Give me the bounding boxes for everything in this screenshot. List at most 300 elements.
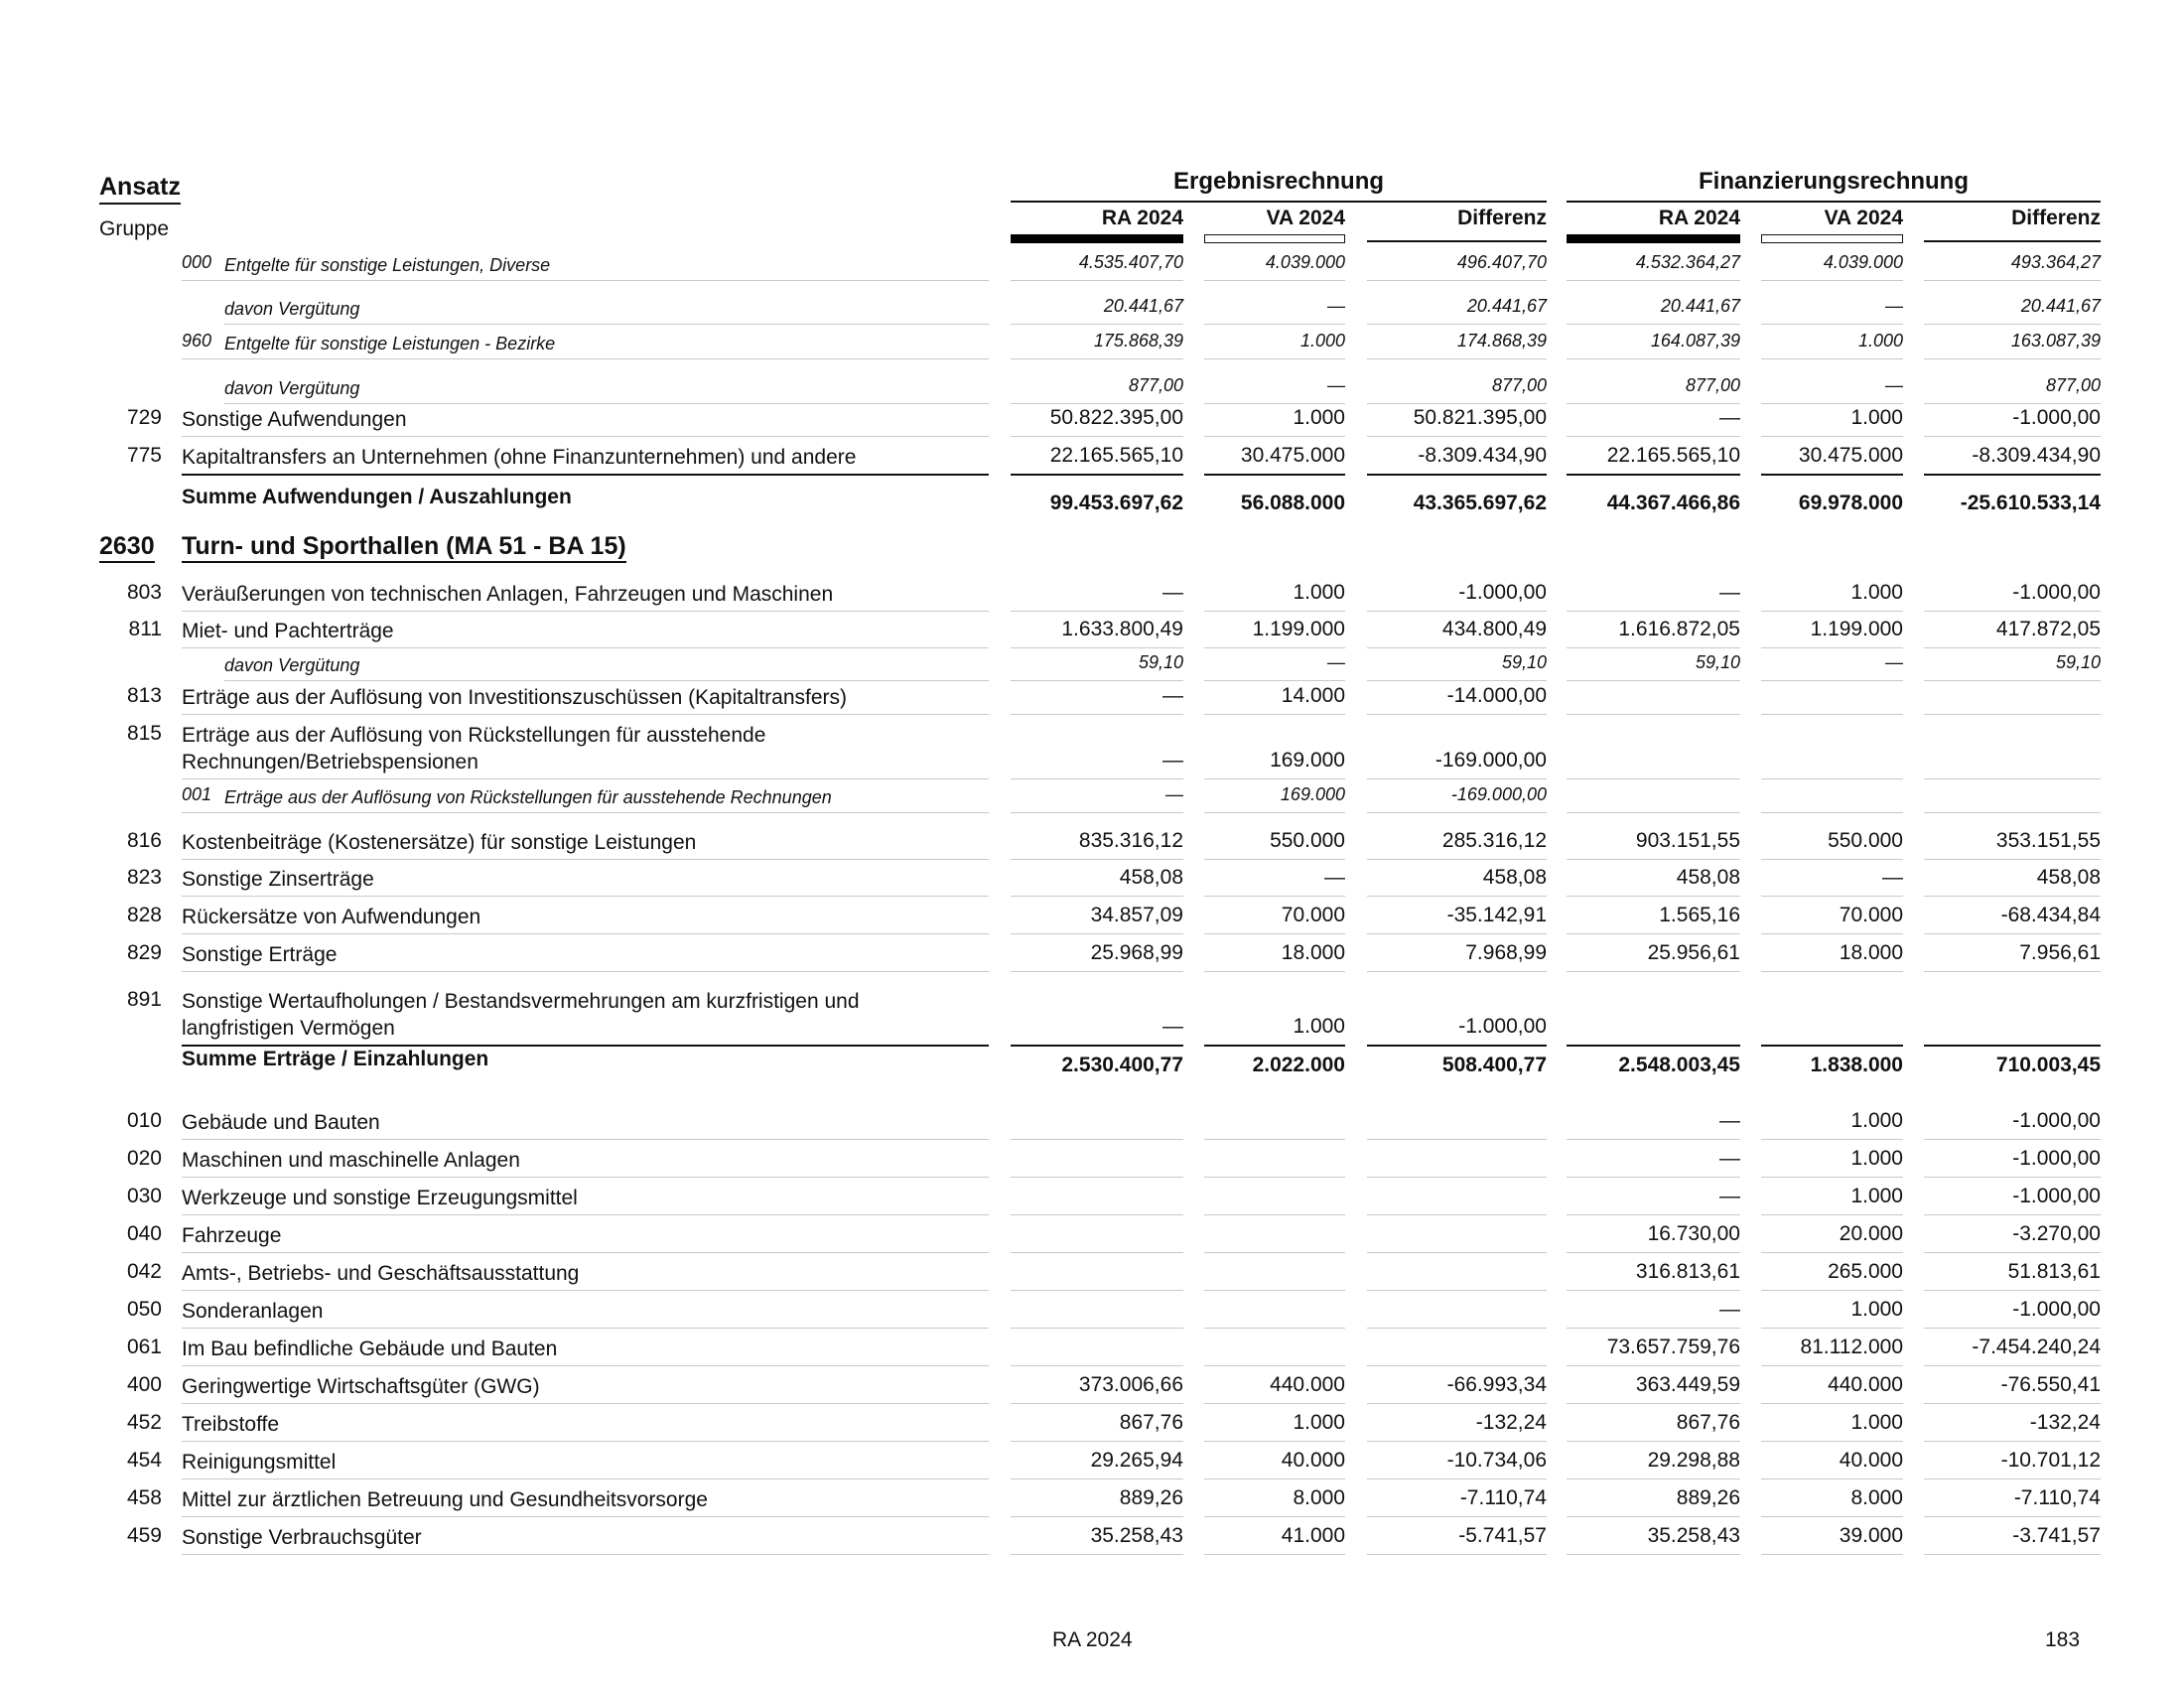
cell-rule <box>1011 436 1183 437</box>
cell-rule <box>1924 1441 2101 1442</box>
value-cell: 41.000 <box>1281 1524 1345 1547</box>
cell-rule <box>1924 1554 2101 1555</box>
value-cell: -76.550,41 <box>2000 1373 2101 1396</box>
value-cell: 1.000 <box>1850 581 1903 604</box>
cell-rule <box>1567 778 1740 779</box>
value-cell: 164.087,39 <box>1650 331 1740 351</box>
cell-rule <box>1011 714 1183 715</box>
cell-rule <box>1011 1214 1183 1215</box>
cell-rule <box>1567 1554 1740 1555</box>
value-cell: 51.813,61 <box>2007 1260 2101 1283</box>
value-cell: -8.309.434,90 <box>1418 444 1547 467</box>
cell-rule <box>1924 714 2101 715</box>
value-cell: — <box>1719 1185 1740 1207</box>
value-cell: — <box>1162 749 1183 772</box>
cell-rule <box>1924 1328 2101 1329</box>
cell-rule <box>1367 812 1547 813</box>
cell-rule <box>1204 1290 1345 1291</box>
cell-rule <box>1011 1441 1183 1442</box>
value-cell: -1.000,00 <box>2012 1109 2101 1132</box>
row-label-line: Erträge aus der Auflösung von Investitionszuschüssen (Kapitaltransfers) <box>182 686 848 709</box>
col-head-er-diff: Differenz <box>1457 207 1547 229</box>
value-cell: 2.548.003,45 <box>1618 1054 1740 1076</box>
row-label-line: langfristigen Vermögen <box>182 1017 395 1040</box>
row-label-line: Summe Aufwendungen / Auszahlungen <box>182 486 572 508</box>
label-rule <box>182 1328 989 1329</box>
row-label-line: Kostenbeiträge (Kostenersätze) für sonstige Leistungen <box>182 831 697 854</box>
value-cell: 8.000 <box>1293 1486 1345 1509</box>
row-label <box>182 988 993 1042</box>
value-cell: 835.316,12 <box>1078 829 1183 852</box>
cell-rule <box>1924 933 2101 934</box>
cell-rule <box>1567 714 1740 715</box>
value-cell: 20.441,67 <box>2020 296 2101 316</box>
cell-rule <box>1924 896 2101 897</box>
cell-rule <box>1567 1290 1740 1291</box>
cell-rule <box>1011 403 1183 404</box>
row-label <box>182 684 993 711</box>
label-rule <box>182 1516 989 1517</box>
row-label <box>182 581 993 608</box>
value-cell: 56.088.000 <box>1240 492 1345 514</box>
row-label <box>224 375 993 402</box>
va-bar-marker <box>1761 234 1903 243</box>
value-cell: -7.110,74 <box>2013 1486 2101 1509</box>
value-cell: -1.000,00 <box>2012 1298 2101 1321</box>
cell-rule <box>1367 1252 1547 1253</box>
cell-rule <box>1367 436 1547 437</box>
cell-rule <box>1567 971 1740 972</box>
value-cell: 903.151,55 <box>1635 829 1740 852</box>
cell-rule <box>1924 1177 2101 1178</box>
row-label-line: Treibstoffe <box>182 1413 280 1436</box>
row-label-line: Entgelte für sonstige Leistungen - Bezirke <box>224 334 556 353</box>
value-cell: 889,26 <box>1119 1486 1183 1509</box>
cell-rule <box>1367 933 1547 934</box>
value-cell: 4.535.407,70 <box>1078 252 1183 272</box>
cell-rule <box>1924 1139 2101 1140</box>
cell-rule <box>1011 933 1183 934</box>
col-head-fr-va: VA 2024 <box>1824 207 1903 229</box>
sum-label <box>182 484 993 510</box>
value-cell: 417.872,05 <box>1995 618 2101 640</box>
cell-rule <box>1761 1478 1903 1479</box>
value-cell: 1.616.872,05 <box>1618 618 1740 640</box>
cell-rule <box>1567 324 1740 325</box>
cell-rule <box>1567 474 1740 476</box>
value-cell: 40.000 <box>1281 1449 1345 1472</box>
value-cell: — <box>1885 375 1903 395</box>
row-code: 815 <box>126 722 162 745</box>
cell-rule <box>1367 611 1547 612</box>
value-cell: 73.657.759,76 <box>1606 1336 1740 1358</box>
row-code: 020 <box>126 1147 162 1170</box>
cell-rule <box>1567 647 1740 648</box>
ra-bar-marker <box>1011 234 1183 243</box>
label-rule <box>182 859 989 860</box>
value-cell: — <box>1719 1147 1740 1170</box>
cell-rule <box>1367 1365 1547 1366</box>
cell-rule <box>1761 1045 1903 1047</box>
value-cell: 8.000 <box>1850 1486 1903 1509</box>
section-title: Turn- und Sporthallen (MA 51 - BA 15) <box>182 531 626 563</box>
row-label <box>224 784 993 811</box>
cell-rule <box>1924 474 2101 476</box>
cell-rule <box>1567 1365 1740 1366</box>
cell-rule <box>1924 1214 2101 1215</box>
row-code: 000 <box>182 252 212 272</box>
row-code: 960 <box>182 331 212 351</box>
value-cell: 458,08 <box>1676 866 1740 889</box>
cell-rule <box>1367 714 1547 715</box>
cell-rule <box>1924 647 2101 648</box>
value-cell: 35.258,43 <box>1090 1524 1183 1547</box>
cell-rule <box>1924 1478 2101 1479</box>
row-label <box>182 1373 993 1400</box>
cell-rule <box>1204 280 1345 281</box>
value-cell: 44.367.466,86 <box>1606 492 1740 514</box>
value-cell: 22.165.565,10 <box>1049 444 1183 467</box>
cell-rule <box>1367 1478 1547 1479</box>
value-cell: 508.400,77 <box>1441 1054 1547 1076</box>
row-label <box>182 1524 993 1551</box>
value-cell: 458,08 <box>1119 866 1183 889</box>
row-code: 458 <box>126 1486 162 1509</box>
cell-rule <box>1367 1045 1547 1047</box>
value-cell: -8.309.434,90 <box>1972 444 2101 467</box>
cell-rule <box>1761 1554 1903 1555</box>
cell-rule <box>1204 1045 1345 1047</box>
cell-rule <box>1567 812 1740 813</box>
cell-rule <box>1761 647 1903 648</box>
cell-rule <box>1924 403 2101 404</box>
row-code: 823 <box>126 866 162 889</box>
row-code: 459 <box>126 1524 162 1547</box>
ra-bar-marker <box>1567 234 1740 243</box>
value-cell: 550.000 <box>1270 829 1345 852</box>
label-rule <box>182 474 989 476</box>
row-label-line: Im Bau befindliche Gebäude und Bauten <box>182 1337 558 1360</box>
value-cell: 175.868,39 <box>1093 331 1183 351</box>
cell-rule <box>1367 1403 1547 1404</box>
row-label-line: Reinigungsmittel <box>182 1451 337 1474</box>
value-cell: 29.265,94 <box>1090 1449 1183 1472</box>
row-label <box>224 652 993 679</box>
cell-rule <box>1567 1328 1740 1329</box>
value-cell: — <box>1324 866 1345 889</box>
value-cell: 1.000 <box>1293 1411 1345 1434</box>
label-rule <box>182 1139 989 1140</box>
label-rule <box>182 778 989 779</box>
row-code: 061 <box>126 1336 162 1358</box>
label-rule <box>224 324 989 325</box>
cell-rule <box>1567 1045 1740 1047</box>
row-label <box>182 618 993 644</box>
cell-rule <box>1204 1403 1345 1404</box>
value-cell: 39.000 <box>1839 1524 1903 1547</box>
value-cell: 550.000 <box>1828 829 1903 852</box>
cell-rule <box>1761 1365 1903 1366</box>
label-rule <box>182 1441 989 1442</box>
row-label <box>182 904 993 930</box>
cell-rule <box>1204 1214 1345 1215</box>
footer-label: RA 2024 <box>1052 1628 1133 1651</box>
cell-rule <box>1567 1177 1740 1178</box>
cell-rule <box>1924 324 2101 325</box>
row-label <box>182 1411 993 1438</box>
row-label-line: Summe Erträge / Einzahlungen <box>182 1048 489 1070</box>
cell-rule <box>1367 647 1547 648</box>
cell-rule <box>1567 1516 1740 1517</box>
value-cell: 99.453.697,62 <box>1049 492 1183 514</box>
value-cell: 30.475.000 <box>1798 444 1903 467</box>
va-bar-marker <box>1204 234 1345 243</box>
value-cell: 1.000 <box>1857 331 1903 351</box>
row-label-line: Amts-, Betriebs- und Geschäftsausstattung <box>182 1262 580 1285</box>
cell-rule <box>1011 1045 1183 1047</box>
value-cell: 30.475.000 <box>1240 444 1345 467</box>
cell-rule <box>1367 971 1547 972</box>
cell-rule <box>1011 680 1183 681</box>
value-cell: 458,08 <box>2036 866 2101 889</box>
section-code: 2630 <box>99 531 155 563</box>
cell-rule <box>1924 1403 2101 1404</box>
value-cell: 174.868,39 <box>1456 331 1547 351</box>
cell-rule <box>1761 1516 1903 1517</box>
value-cell: 59,10 <box>1501 652 1547 672</box>
row-label-line: Erträge aus der Auflösung von Rückstellungen für ausstehende <box>182 724 766 747</box>
value-cell: 1.000 <box>1293 581 1345 604</box>
cell-rule <box>1761 896 1903 897</box>
value-cell: 50.821.395,00 <box>1413 406 1547 429</box>
cell-rule <box>1761 1214 1903 1215</box>
value-cell: 877,00 <box>1685 375 1740 395</box>
col-head-fr-ra: RA 2024 <box>1658 207 1740 229</box>
value-cell: — <box>1327 652 1345 672</box>
cell-rule <box>1204 1177 1345 1178</box>
value-cell: -35.142,91 <box>1446 904 1547 926</box>
col-head-er-va: VA 2024 <box>1266 207 1345 229</box>
row-label <box>224 296 993 323</box>
row-label-line: Kapitaltransfers an Unternehmen (ohne Finanzunternehmen) und andere <box>182 446 857 469</box>
label-rule <box>224 680 989 681</box>
value-cell: -132,24 <box>1475 1411 1547 1434</box>
row-label <box>182 1147 993 1174</box>
cell-rule <box>1204 1139 1345 1140</box>
row-code: 030 <box>126 1185 162 1207</box>
cell-rule <box>1204 1252 1345 1253</box>
cell-rule <box>1924 436 2101 437</box>
cell-rule <box>1567 1403 1740 1404</box>
value-cell: 50.822.395,00 <box>1049 406 1183 429</box>
row-label-line: Erträge aus der Auflösung von Rückstellungen für ausstehende Rechnungen <box>224 787 832 807</box>
label-rule <box>182 812 989 813</box>
cell-rule <box>1367 1516 1547 1517</box>
value-cell: -3.741,57 <box>2012 1524 2101 1547</box>
cell-rule <box>1761 778 1903 779</box>
value-cell: 70.000 <box>1839 904 1903 926</box>
cell-rule <box>1367 1139 1547 1140</box>
value-cell: -1.000,00 <box>2012 1185 2101 1207</box>
row-label <box>182 1486 993 1513</box>
row-label-line: Sonstige Wertaufholungen / Bestandsvermehrungen am kurzfristigen und <box>182 990 860 1013</box>
cell-rule <box>1924 680 2101 681</box>
cell-rule <box>1567 680 1740 681</box>
value-cell: 20.000 <box>1839 1222 1903 1245</box>
cell-rule <box>1011 1328 1183 1329</box>
cell-rule <box>1761 971 1903 972</box>
label-rule <box>182 1177 989 1178</box>
value-cell: — <box>1162 581 1183 604</box>
value-cell: — <box>1719 581 1740 604</box>
value-cell: 22.165.565,10 <box>1606 444 1740 467</box>
value-cell: 7.956,61 <box>2019 941 2101 964</box>
row-label-line: davon Vergütung <box>224 299 360 319</box>
value-cell: -10.734,06 <box>1446 1449 1547 1472</box>
row-code: 811 <box>128 618 162 640</box>
cell-rule <box>1204 680 1345 681</box>
cell-rule <box>1567 1252 1740 1253</box>
value-cell: 493.364,27 <box>2010 252 2101 272</box>
value-cell: — <box>1719 406 1740 429</box>
value-cell: 373.006,66 <box>1078 1373 1183 1396</box>
cell-rule <box>1761 1403 1903 1404</box>
value-cell: -132,24 <box>2029 1411 2101 1434</box>
value-cell: 169.000 <box>1280 784 1345 804</box>
cell-rule <box>1011 611 1183 612</box>
row-code: 010 <box>126 1109 162 1132</box>
row-label <box>182 1222 993 1249</box>
cell-rule <box>1367 358 1547 359</box>
cell-rule <box>1761 859 1903 860</box>
cell-rule <box>1011 474 1183 476</box>
cell-rule <box>1204 859 1345 860</box>
label-rule <box>182 611 989 612</box>
cell-rule <box>1204 647 1345 648</box>
cell-rule <box>1011 1290 1183 1291</box>
value-cell: 1.199.000 <box>1810 618 1903 640</box>
row-label <box>182 722 993 775</box>
cell-rule <box>1011 1252 1183 1253</box>
cell-rule <box>1761 812 1903 813</box>
group-title-ergebnisrechnung: Ergebnisrechnung <box>1011 165 1547 203</box>
value-cell: — <box>1719 1109 1740 1132</box>
row-label-line: Gebäude und Bauten <box>182 1111 380 1134</box>
cell-rule <box>1011 647 1183 648</box>
value-cell: 43.365.697,62 <box>1413 492 1547 514</box>
value-cell: 265.000 <box>1828 1260 1903 1283</box>
value-cell: 867,76 <box>1119 1411 1183 1434</box>
label-rule <box>182 1252 989 1253</box>
label-rule <box>182 1365 989 1366</box>
value-cell: -1.000,00 <box>2012 581 2101 604</box>
cell-rule <box>1011 324 1183 325</box>
cell-rule <box>1204 403 1345 404</box>
row-label <box>224 331 993 357</box>
value-cell: — <box>1327 296 1345 316</box>
value-cell: 1.000 <box>1850 1411 1903 1434</box>
cell-rule <box>1567 1478 1740 1479</box>
value-cell: — <box>1882 866 1903 889</box>
value-cell: 1.000 <box>1850 1298 1903 1321</box>
row-label <box>182 1298 993 1325</box>
value-cell: 7.968,99 <box>1465 941 1547 964</box>
row-label <box>182 1185 993 1211</box>
value-cell: 1.000 <box>1850 406 1903 429</box>
cell-rule <box>1011 1554 1183 1555</box>
value-cell: 81.112.000 <box>1800 1336 1903 1358</box>
row-label <box>182 406 993 433</box>
value-cell: -1.000,00 <box>1458 581 1547 604</box>
cell-rule <box>1567 403 1740 404</box>
cell-rule <box>1924 1290 2101 1291</box>
cell-rule <box>1011 812 1183 813</box>
value-cell: 20.441,67 <box>1660 296 1740 316</box>
cell-rule <box>1761 680 1903 681</box>
row-code: 040 <box>126 1222 162 1245</box>
cell-rule <box>1367 403 1547 404</box>
value-cell: 1.000 <box>1850 1185 1903 1207</box>
label-rule <box>182 1403 989 1404</box>
label-rule <box>182 1290 989 1291</box>
value-cell: 1.000 <box>1850 1109 1903 1132</box>
cell-rule <box>1567 933 1740 934</box>
value-cell: 2.530.400,77 <box>1061 1054 1183 1076</box>
cell-rule <box>1761 933 1903 934</box>
cell-rule <box>1011 1139 1183 1140</box>
row-label-line: davon Vergütung <box>224 655 360 675</box>
cell-rule <box>1567 1441 1740 1442</box>
value-cell: 1.565,16 <box>1659 904 1740 926</box>
row-code: 729 <box>126 406 162 429</box>
label-rule <box>182 436 989 437</box>
label-rule <box>182 280 989 281</box>
value-cell: 353.151,55 <box>1995 829 2101 852</box>
value-cell: -169.000,00 <box>1434 749 1547 772</box>
cell-rule <box>1924 611 2101 612</box>
value-cell: -5.741,57 <box>1458 1524 1547 1547</box>
label-rule <box>182 971 989 972</box>
value-cell: 1.838.000 <box>1810 1054 1903 1076</box>
cell-rule <box>1204 1478 1345 1479</box>
cell-rule <box>1761 324 1903 325</box>
value-cell: 40.000 <box>1839 1449 1903 1472</box>
value-cell: -3.270,00 <box>2012 1222 2101 1245</box>
row-code: 454 <box>126 1449 162 1472</box>
value-cell: -169.000,00 <box>1450 784 1547 804</box>
value-cell: -68.434,84 <box>2000 904 2101 926</box>
value-cell: 163.087,39 <box>2010 331 2101 351</box>
cell-rule <box>1367 1554 1547 1555</box>
value-cell: -66.993,34 <box>1446 1373 1547 1396</box>
cell-rule <box>1924 971 2101 972</box>
row-code: 828 <box>126 904 162 926</box>
sum-label <box>182 1046 993 1072</box>
value-cell: 867,76 <box>1676 1411 1740 1434</box>
cell-rule <box>1204 812 1345 813</box>
row-label <box>182 1109 993 1136</box>
cell-rule <box>1924 1252 2101 1253</box>
row-label <box>182 1449 993 1476</box>
cell-rule <box>1011 358 1183 359</box>
cell-rule <box>1367 1214 1547 1215</box>
value-cell: 59,10 <box>1695 652 1740 672</box>
row-label-line: Sonderanlagen <box>182 1300 324 1323</box>
row-label <box>182 866 993 893</box>
value-cell: 316.813,61 <box>1635 1260 1740 1283</box>
value-cell: — <box>1327 375 1345 395</box>
cell-rule <box>1924 812 2101 813</box>
